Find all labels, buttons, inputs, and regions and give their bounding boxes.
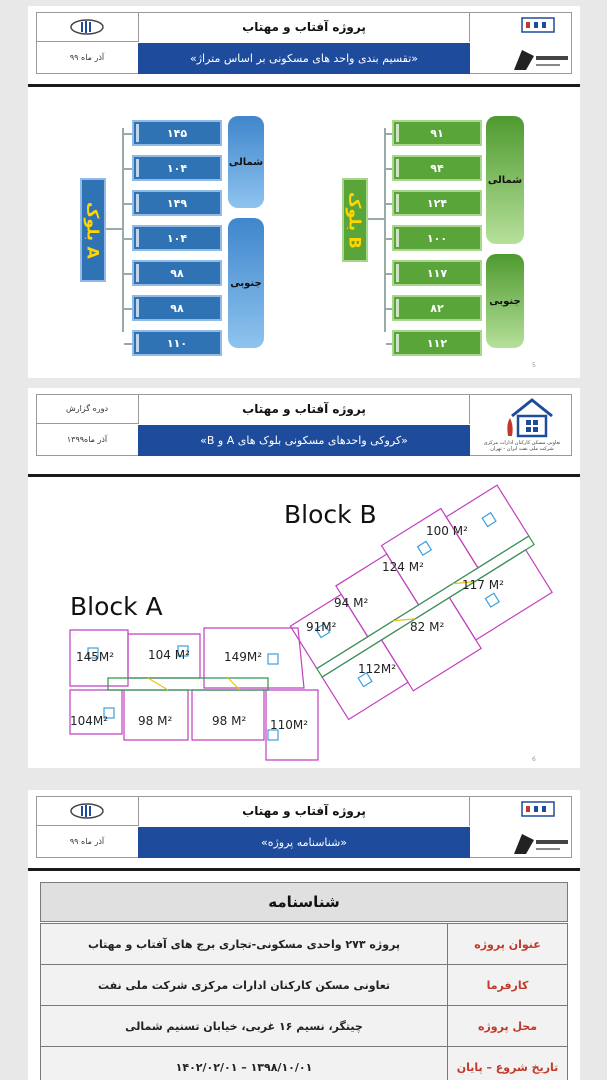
block-a-unit-node: ۹۸ [132,295,222,321]
row-key: کارفرما [448,965,568,1006]
header-left-panel [36,796,138,858]
block-b-unit-label: 117 M² [462,578,504,592]
block-b-unit-node: ۹۱ [392,120,482,146]
block-a-unit-label: 145M² [76,650,115,664]
report-date: آذر ماه۱۳۹۹ [66,435,108,444]
report-date: آذر ماه ۹۹ [69,53,105,62]
block-a-title: Block A [70,592,163,621]
slide-header [28,388,580,460]
project-title: پروژه آفتاب و مهتاب [138,796,470,826]
block-a-unit-node: ۱۴۵ [132,120,222,146]
cooperative-logo [472,796,572,858]
block-a-unit-node: ۱۰۴ [132,155,222,181]
block-a-unit-label: 104 M² [148,648,190,662]
block-b-unit-node: ۱۱۷ [392,260,482,286]
table-row [41,965,568,1006]
row-value: تعاونی مسکن کارکنان ادارات مرکزی شرکت ملی نفت [41,965,448,1006]
block-b-unit-node: ۹۴ [392,155,482,181]
slide-header [28,6,580,78]
profile-heading: شناسنامه [40,882,568,922]
slide-unit-sketch [28,388,580,768]
block-a-south-label: جنوبی [228,218,264,348]
row-key: تاریخ شروع – پایان [448,1047,568,1080]
slide-unit-classification [28,6,580,378]
row-key: محل پروژه [448,1006,568,1047]
block-a-unit-node: ۱۱۰ [132,330,222,356]
row-value: پروژه ۲۷۳ واحدی مسکونی-تجاری برج های آفتاب و مهتاب [41,924,448,965]
block-a-label: بلوک A [80,178,106,282]
block-a-unit-label: 149M² [224,650,263,664]
block-a-unit-node: ۱۰۴ [132,225,222,251]
cooperative-logo-icon [472,12,572,74]
block-b-label: بلوک B [342,178,368,262]
block-a-north-label: شمالی [228,116,264,208]
block-b-unit-label: 112M² [358,662,397,676]
cooperative-logo [472,12,572,74]
page-number: 6 [532,756,536,763]
table-row [41,924,568,965]
row-value: چیتگر، نسیم ۱۶ غربی، خیابان تسنیم شمالی [41,1006,448,1047]
block-a-unit-label: 110M² [270,718,309,732]
block-b-unit-node: ۱۲۴ [392,190,482,216]
slide-project-profile [28,790,580,1080]
report-date: آذر ماه ۹۹ [69,837,105,846]
block-b-unit-label: 94 M² [334,596,369,610]
table-row [41,1047,568,1080]
block-a-unit-label: 104M² [70,714,109,728]
slide-subtitle: «تقسیم بندی واحد های مسکونی بر اساس متراژ» [138,43,470,74]
block-a-unit-node: ۱۴۹ [132,190,222,216]
header-left-panel [36,394,138,456]
block-a-unit-label: 98 M² [138,714,173,728]
logo-caption: تعاونی مسکن کارکنان ادارات مرکزی شرکت ملی نفت ایران - تهران [483,440,561,452]
block-b-title: Block B [284,500,377,529]
block-b-unit-label: 124 M² [382,560,424,574]
header-left-panel [36,12,138,74]
block-a-unit-node: ۹۸ [132,260,222,286]
block-b-north-label: شمالی [486,116,524,244]
contractor-logo-icon [67,18,107,36]
block-b-unit-label: 82 M² [410,620,445,634]
slide-subtitle: «کروکی واحدهای مسکونی بلوک های A و B» [138,425,470,456]
report-period-label: دوره گزارش [36,394,138,424]
block-b-south-label: جنوبی [486,254,524,348]
block-b-unit-label: 100 M² [426,524,468,538]
row-value: ۱۳۹۸/۱۰/۰۱ – ۱۴۰۲/۰۲/۰۱ [41,1047,448,1080]
slide-subtitle: «شناسنامه پروژه» [138,827,470,858]
block-b-unit-label: 91M² [306,620,337,634]
block-a-unit-label: 98 M² [212,714,247,728]
block-b-unit-node: ۱۱۲ [392,330,482,356]
cooperative-logo-icon [472,796,572,858]
slide-header [28,790,580,862]
table-row [41,1006,568,1047]
project-title: پروژه آفتاب و مهتاب [138,12,470,42]
house-logo-icon [502,396,562,440]
page-number: 5 [532,362,536,369]
block-b-unit-node: ۱۰۰ [392,225,482,251]
contractor-logo-icon [67,802,107,820]
cooperative-logo [472,394,572,456]
row-key: عنوان پروژه [448,924,568,965]
block-b-unit-node: ۸۲ [392,295,482,321]
project-title: پروژه آفتاب و مهتاب [138,394,470,424]
project-profile-table [40,923,568,1080]
